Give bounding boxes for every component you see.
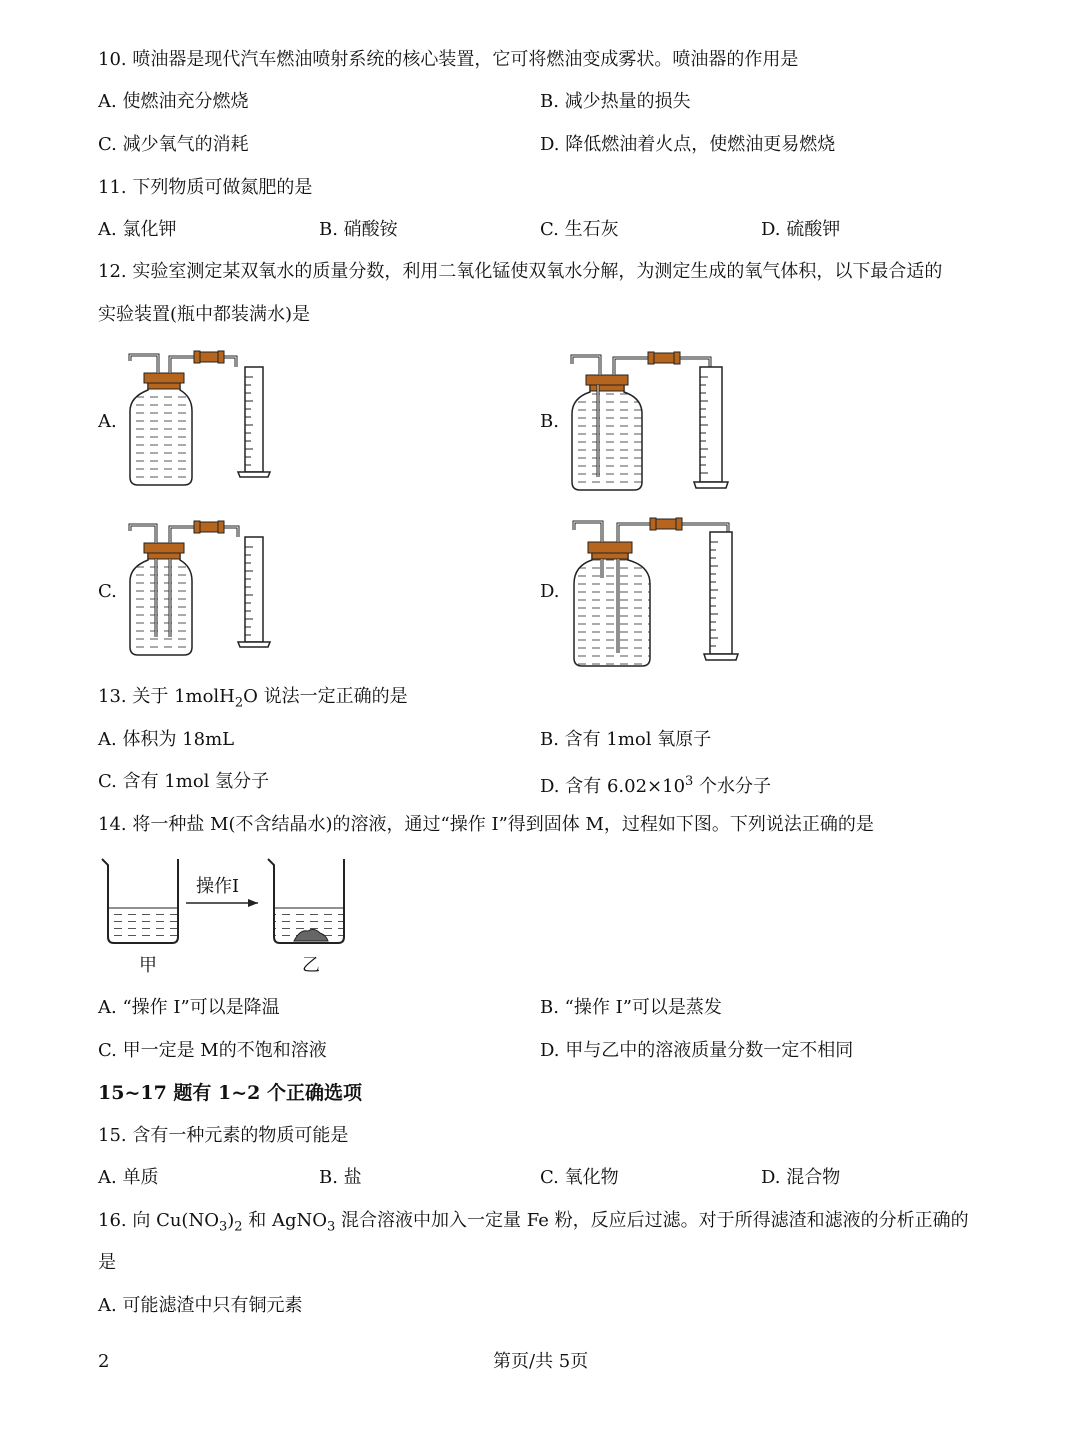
q14-option-a: A. “操作 I”可以是降温 xyxy=(98,997,280,1018)
q16-stem-line2: 是 xyxy=(98,1252,116,1273)
q10-option-a: A. 使燃油充分燃烧 xyxy=(98,91,249,112)
q10-option-c: C. 减少氧气的消耗 xyxy=(98,134,249,155)
q12-apparatus-c xyxy=(120,515,280,660)
q16-stem-part-d: 混合溶液中加入一定量 Fe 粉，反应后过滤。对于所得滤渣和滤液的分析正确的 xyxy=(335,1210,969,1231)
q14-left-beaker-label: 甲 xyxy=(139,955,157,976)
q14-stem: 14. 将一种盐 M(不含结晶水)的溶液，通过“操作 I”得到固体 M，过程如下图。下列说法正确的是 xyxy=(98,814,874,835)
q12-figure-label-c: C. xyxy=(98,581,117,602)
q12-apparatus-d xyxy=(562,508,752,673)
q12-apparatus-a xyxy=(120,345,280,490)
q12-figure-label-a: A. xyxy=(98,411,117,432)
q13-option-b: B. 含有 1mol 氧原子 xyxy=(540,729,712,750)
q15-stem: 15. 含有一种元素的物质可能是 xyxy=(98,1125,349,1146)
q16-stem-sub2: 2 xyxy=(234,1219,243,1235)
q10-stem: 10. 喷油器是现代汽车燃油喷射系统的核心装置，它可将燃油变成雾状。喷油器的作用是 xyxy=(98,49,799,70)
q12-stem-line1: 12. 实验室测定某双氧水的质量分数，利用二氧化锰使双氧水分解，为测定生成的氧气体积，以下最合适的 xyxy=(98,261,943,282)
q15-option-d: D. 混合物 xyxy=(761,1167,841,1188)
q14-option-b: B. “操作 I”可以是蒸发 xyxy=(540,997,722,1018)
q13-option-c: C. 含有 1mol 氢分子 xyxy=(98,771,270,792)
q10-option-b: B. 减少热量的损失 xyxy=(540,91,691,112)
q12-figure-label-b: B. xyxy=(540,411,559,432)
q13-option-d xyxy=(540,770,771,799)
q16-stem-part-a: 16. 向 Cu(NO xyxy=(98,1210,219,1231)
q16-option-a: A. 可能滤渣中只有铜元素 xyxy=(98,1295,303,1316)
q16-stem-sub3: 3 xyxy=(327,1219,336,1235)
q13-stem-sub: 2 xyxy=(234,695,244,711)
q14-arrow-label: 操作I xyxy=(196,876,240,897)
q16-stem-part-b: ) xyxy=(227,1210,235,1231)
q13-option-d-post: 个水分子 xyxy=(693,776,772,797)
q15-option-c: C. 氧化物 xyxy=(540,1167,619,1188)
q10-option-d: D. 降低燃油着火点，使燃油更易燃烧 xyxy=(540,134,836,155)
q11-option-d: D. 硫酸钾 xyxy=(761,219,841,240)
q12-stem-line2: 实验装置(瓶中都装满水)是 xyxy=(98,304,311,325)
q14-option-d: D. 甲与乙中的溶液质量分数一定不相同 xyxy=(540,1040,854,1061)
q13-option-a: A. 体积为 18mL xyxy=(98,729,235,750)
q11-option-b: B. 硝酸铵 xyxy=(319,219,398,240)
q13-option-d-pre: D. 含有 6.02×10 xyxy=(540,776,686,797)
q13-stem xyxy=(98,685,408,716)
q11-stem: 11. 下列物质可做氮肥的是 xyxy=(98,177,313,198)
q16-stem-part-c: 和 AgNO xyxy=(242,1210,328,1231)
footer-page-number: 2 xyxy=(98,1351,110,1372)
q13-stem-pre: 13. 关于 1molH xyxy=(98,686,235,707)
q14-right-beaker-label: 乙 xyxy=(302,955,320,976)
q13-stem-post: O 说法一定正确的是 xyxy=(243,686,408,707)
q11-option-c: C. 生石灰 xyxy=(540,219,619,240)
q14-option-c: C. 甲一定是 M的不饱和溶液 xyxy=(98,1040,327,1061)
section-heading: 15~17 题有 1~2 个正确选项 xyxy=(98,1082,363,1104)
q16-stem-sub1: 3 xyxy=(218,1219,228,1235)
footer-page-info: 第页/共 5页 xyxy=(493,1351,589,1372)
q16-stem-line1 xyxy=(98,1209,969,1240)
q12-apparatus-b xyxy=(562,342,742,492)
q13-option-d-sup: 3 xyxy=(685,774,694,789)
q11-option-a: A. 氯化钾 xyxy=(98,219,177,240)
q15-option-b: B. 盐 xyxy=(319,1167,362,1188)
q15-option-a: A. 单质 xyxy=(98,1167,159,1188)
q12-figure-label-d: D. xyxy=(540,581,560,602)
q14-beaker-figure xyxy=(98,855,358,950)
